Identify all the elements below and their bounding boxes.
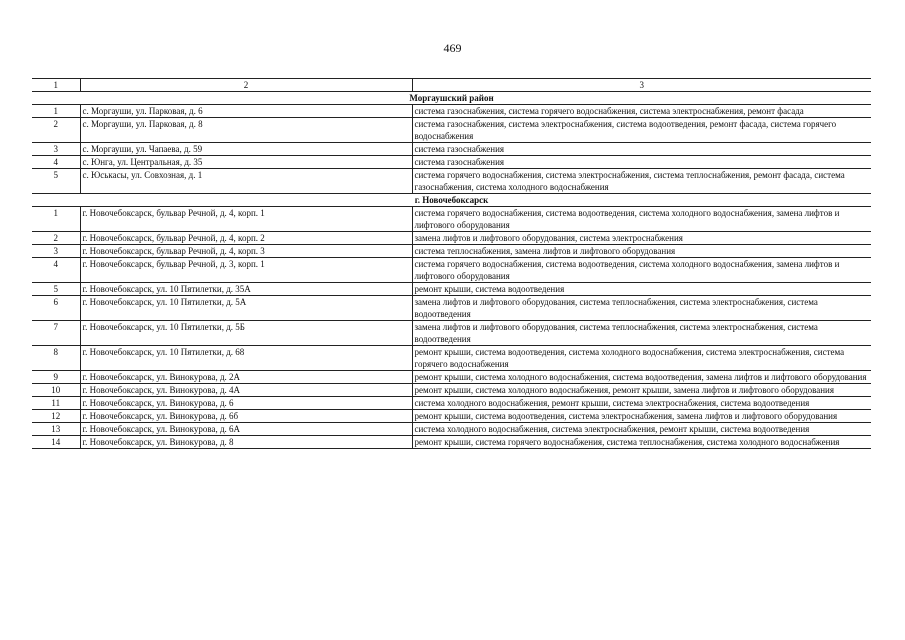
- table-row: [32, 105, 871, 118]
- row-number: 4: [32, 156, 80, 169]
- column-header-row: [32, 79, 871, 92]
- table-row: [32, 156, 871, 169]
- table-row: [32, 283, 871, 296]
- row-address: с. Юнга, ул. Центральная, д. 35: [80, 156, 412, 169]
- row-address: г. Новочебоксарск, ул. 10 Пятилетки, д. 68: [80, 346, 412, 371]
- table-row: [32, 296, 871, 321]
- row-works: система газоснабжения, система горячего водоснабжения, система электроснабжения, ремонт фасада: [412, 105, 871, 118]
- row-works: ремонт крыши, система горячего водоснабжения, система теплоснабжения, система холодного водоснабжения: [412, 436, 871, 449]
- section-title: г. Новочебоксарск: [32, 194, 871, 207]
- table-row: [32, 410, 871, 423]
- row-number: 2: [32, 232, 80, 245]
- row-address: г. Новочебоксарск, ул. Винокурова, д. 8: [80, 436, 412, 449]
- table-row: [32, 232, 871, 245]
- row-number: 9: [32, 371, 80, 384]
- row-works: система холодного водоснабжения, система электроснабжения, ремонт крыши, система водоотведения: [412, 423, 871, 436]
- row-address: г. Новочебоксарск, бульвар Речной, д. 3, корп. 1: [80, 258, 412, 283]
- row-number: 3: [32, 245, 80, 258]
- column-header-number: 1: [32, 79, 80, 92]
- row-address: г. Новочебоксарск, ул. Винокурова, д. 4А: [80, 384, 412, 397]
- table-row: [32, 397, 871, 410]
- column-header-address: 2: [80, 79, 412, 92]
- row-works: замена лифтов и лифтового оборудования, система теплоснабжения, система электроснабжения, система водоотведения: [412, 296, 871, 321]
- row-works: система горячего водоснабжения, система водоотведения, система холодного водоснабжения, замена лифтов и лифтового оборудования: [412, 207, 871, 232]
- column-header-works: 3: [412, 79, 871, 92]
- row-works: ремонт крыши, система водоотведения, система холодного водоснабжения, система электроснабжения, система горячего водоснабжения: [412, 346, 871, 371]
- row-number: 1: [32, 105, 80, 118]
- row-number: 8: [32, 346, 80, 371]
- section-header-row: [32, 194, 871, 207]
- table-row: [32, 346, 871, 371]
- row-number: 14: [32, 436, 80, 449]
- row-works: система холодного водоснабжения, ремонт крыши, система электроснабжения, система водоотведения: [412, 397, 871, 410]
- row-number: 4: [32, 258, 80, 283]
- table-row: [32, 258, 871, 283]
- row-address: г. Новочебоксарск, ул. Винокурова, д. 2А: [80, 371, 412, 384]
- row-number: 13: [32, 423, 80, 436]
- row-address: г. Новочебоксарск, бульвар Речной, д. 4, корп. 2: [80, 232, 412, 245]
- row-address: с. Моргауши, ул. Чапаева, д. 59: [80, 143, 412, 156]
- table-row: [32, 423, 871, 436]
- row-number: 1: [32, 207, 80, 232]
- table-row: [32, 118, 871, 143]
- table-row: [32, 436, 871, 449]
- row-number: 5: [32, 169, 80, 194]
- row-works: замена лифтов и лифтового оборудования, система электроснабжения: [412, 232, 871, 245]
- row-address: г. Новочебоксарск, ул. 10 Пятилетки, д. 5Б: [80, 321, 412, 346]
- table-row: [32, 245, 871, 258]
- row-address: с. Моргауши, ул. Парковая, д. 6: [80, 105, 412, 118]
- row-works: ремонт крыши, система холодного водоснабжения, ремонт крыши, замена лифтов и лифтового оборудования: [412, 384, 871, 397]
- row-address: г. Новочебоксарск, ул. Винокурова, д. 6: [80, 397, 412, 410]
- row-address: с. Юськасы, ул. Совхозная, д. 1: [80, 169, 412, 194]
- row-address: г. Новочебоксарск, ул. 10 Пятилетки, д. 35А: [80, 283, 412, 296]
- row-address: г. Новочебоксарск, ул. Винокурова, д. 6б: [80, 410, 412, 423]
- row-address: г. Новочебоксарск, бульвар Речной, д. 4, корп. 1: [80, 207, 412, 232]
- table-body: [32, 79, 871, 449]
- row-number: 7: [32, 321, 80, 346]
- page-number: 469: [443, 41, 462, 55]
- row-number: 10: [32, 384, 80, 397]
- row-address: с. Моргауши, ул. Парковая, д. 8: [80, 118, 412, 143]
- table-row: [32, 169, 871, 194]
- row-address: г. Новочебоксарск, бульвар Речной, д. 4, корп. 3: [80, 245, 412, 258]
- row-address: г. Новочебоксарск, ул. Винокурова, д. 6А: [80, 423, 412, 436]
- building-registry-table: [32, 78, 871, 449]
- row-works: система газоснабжения: [412, 156, 871, 169]
- row-works: система горячего водоснабжения, система водоотведения, система холодного водоснабжения, замена лифтов и лифтового оборудования: [412, 258, 871, 283]
- row-works: система теплоснабжения, замена лифтов и лифтового оборудования: [412, 245, 871, 258]
- table-row: [32, 321, 871, 346]
- row-works: замена лифтов и лифтового оборудования, система теплоснабжения, система электроснабжения, система водоотведения: [412, 321, 871, 346]
- table-row: [32, 384, 871, 397]
- row-number: 11: [32, 397, 80, 410]
- row-works: ремонт крыши, система водоотведения, система электроснабжения, замена лифтов и лифтового оборудования: [412, 410, 871, 423]
- row-number: 3: [32, 143, 80, 156]
- row-works: система газоснабжения, система электроснабжения, система водоотведения, ремонт фасада, система горячего водоснабжения: [412, 118, 871, 143]
- table-row: [32, 207, 871, 232]
- row-number: 2: [32, 118, 80, 143]
- table-row: [32, 143, 871, 156]
- section-header-row: [32, 92, 871, 105]
- row-works: система горячего водоснабжения, система электроснабжения, система теплоснабжения, ремонт фасада, система газоснабжения, система холодного водоснабжения: [412, 169, 871, 194]
- row-works: ремонт крыши, система водоотведения: [412, 283, 871, 296]
- row-number: 6: [32, 296, 80, 321]
- table-row: [32, 371, 871, 384]
- row-number: 12: [32, 410, 80, 423]
- section-title: Моргаушский район: [32, 92, 871, 105]
- row-number: 5: [32, 283, 80, 296]
- row-works: система газоснабжения: [412, 143, 871, 156]
- row-works: ремонт крыши, система холодного водоснабжения, система водоотведения, замена лифтов и лифтового оборудования: [412, 371, 871, 384]
- row-address: г. Новочебоксарск, ул. 10 Пятилетки, д. 5А: [80, 296, 412, 321]
